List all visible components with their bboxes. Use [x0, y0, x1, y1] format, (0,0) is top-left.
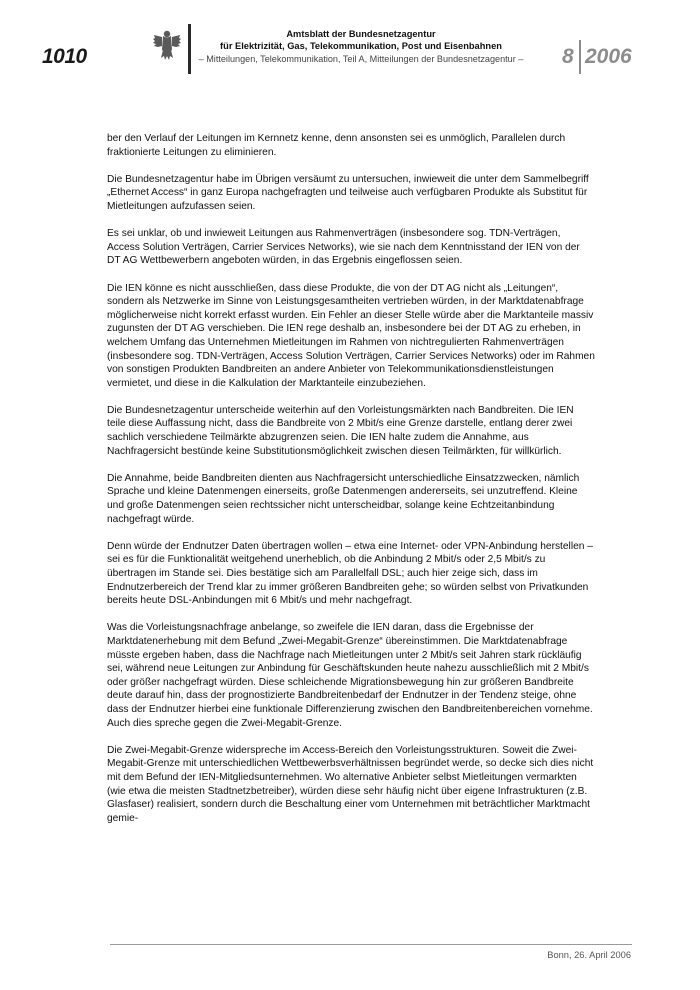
- paragraph: Denn würde der Endnutzer Daten übertragen wollen – etwa eine Internet- oder VPN-Anbindung herstellen – sei es für die Funktionalität weitgehend unerheblich, ob die Anbindung 2 Mbit/s oder 2,5 Mbit/s zu übertragen im Stande sei. Dies bestätige sich am Parallelfall DSL; auch hier zeige sich, dass im Endnutzerbereich der Trend klar zu immer größeren Bandbreiten gehe; so würden selbst von Privatkunden bereits heute DSL-Anbindungen mit 6 Mbit/s und mehr nachgefragt.: [107, 540, 593, 607]
- footer-date: Bonn, 26. April 2006: [547, 950, 631, 960]
- paragraph: Die Annahme, beide Bandbreiten dienten aus Nachfragersicht unterschiedliche Einsatzzwecken, nämlich Sprache und kleine Datenmengen einerseits, große Datenmengen andererseits, sei unzutreffend. Kleine und große Datenmengen seien rechtssicher nicht unterscheidbar, solange keine Echtzeitanbindung nachgefragt würde.: [107, 472, 580, 525]
- issue-number: 8: [562, 45, 574, 68]
- paragraph: Die IEN könne es nicht ausschließen, dass diese Produkte, die von der DT AG nicht als „Leitungen“, sondern als Netzwerke im Sinne von Leistungsgesamtheiten vertrieben würden, in der Marktdatenabfrage möglicherweise nicht korrekt erfasst wurden. Ein Fehler an dieser Stelle würde aber die Marktanteile massiv zugunsten der DT AG verschieben. Die IEN rege deshalb an, insbesondere bei der DT AG zu erheben, in welchem Umfang das Unternehmen Mietleitungen im Rahmen von nichtregulierten Rahmenverträgen (insbesondere sog. TDN-Verträgen, Access Solution Verträgen, Carrier Services Networks) oder im Rahmen von sonstigen Produkten Bandbreiten an andere Anbieter von Telekommunikationsdienstleistungen vermietet, und diese in die Kalkulation der Marktanteile einzubeziehen.: [107, 282, 595, 389]
- publication-subtitle: – Mitteilungen, Telekommunikation, Teil A, Mitteilungen der Bundesnetzagentur –: [198, 54, 524, 64]
- publication-title: [196, 29, 526, 52]
- paragraph: Die Bundesnetzagentur habe im Übrigen versäumt zu untersuchen, inwieweit die unter dem Sammelbegriff „Ethernet Access“ in ganz Europa nachgefragten und teilweise auch verfügbaren Produkte als Substitut für Mietleitungen aufzufassen seien.: [107, 173, 589, 212]
- issue-divider: [579, 40, 581, 74]
- body-text: [107, 132, 595, 839]
- paragraph: Die Bundesnetzagentur unterscheide weiterhin auf den Vorleistungsmärkten nach Bandbreiten. Die IEN teile diese Auffassung nicht, dass die Bandbreite von 2 Mbit/s eine Grenze darstelle, entlang derer zwei sachlich verschiedene Teilmärkte abzugrenzen seien. Die IEN halte zudem die Annahme, aus Nachfragersicht bestünde keine Substitutionsmöglichkeit zwischen diesen Teilmärkten, für willkürlich.: [107, 404, 574, 457]
- paragraph: Die Zwei-Megabit-Grenze widerspreche im Access-Bereich den Vorleistungsstrukturen. Soweit die Zwei-Megabit-Grenze mit unterschiedlichen Wettbewerbsverhältnissen begründet werde, so decke sich dies nicht mit dem Befund der IEN-Mitgliedsunternehmen. Wo alternative Anbieter selbst Mietleitungen vermarkten (wie etwa die meisten Stadtnetzbetreiber), würden diese sehr häufig nicht über eigene Infrastrukturen (z.B. Glasfaser) realisiert, sondern durch die Beschaltung einer vom Unternehmen mit beträchtlicher Marktmacht gemie-: [107, 744, 594, 824]
- header-divider: [188, 24, 191, 74]
- publication-title-line2: für Elektrizität, Gas, Telekommunikation, Post und Eisenbahnen: [220, 40, 502, 51]
- issue-year: 2006: [585, 45, 632, 68]
- paragraph: Was die Vorleistungsnachfrage anbelange, so zweifele die IEN daran, dass die Ergebnisse der Marktdatenerhebung mit dem Befund „Zwei-Megabit-Grenze“ übereinstimmen. Die Marktdatenabfrage müsste ergeben haben, dass die Nachfrage nach Mietleitungen unter 2 Mbit/s seit Jahren stark rückläufig sei, während neue Leitungen zur Anbindung für Geschäftskunden heute nahezu ausschließlich mit 2 Mbit/s oder größer nachgefragt würden. Diese schleichende Migrationsbewegung hin zur größeren Bandbreite deute darauf hin, dass der prognostizierte Bandbreitenbedarf der Endnutzer in der Tendenz steige, ohne dass der Endnutzer hierbei eine funktionale Differenzierung zwischen den Bandbreitenbereichen vornehme. Auch dies spreche gegen die Zwei-Megabit-Grenze.: [107, 622, 593, 729]
- paragraph: Es sei unklar, ob und inwieweit Leitungen aus Rahmenverträgen (insbesondere sog. TDN-Verträgen, Access Solution Verträgen, Carrier Services Networks), wie sie nach dem Kenntnisstand der IEN von der DT AG Wettbewerbern angeboten würden, in das Ergebnis eingeflossen seien.: [107, 228, 580, 267]
- paragraph: ber den Verlauf der Leitungen im Kernnetz kenne, denn ansonsten sei es unmöglich, Parallelen durch fraktionierte Leitungen zu eliminieren.: [107, 133, 566, 158]
- footer-divider: [110, 944, 632, 945]
- publication-title-line1: Amtsblatt der Bundesnetzagentur: [286, 29, 436, 39]
- federal-eagle-icon: [152, 28, 182, 64]
- page-number: 1010: [42, 45, 87, 68]
